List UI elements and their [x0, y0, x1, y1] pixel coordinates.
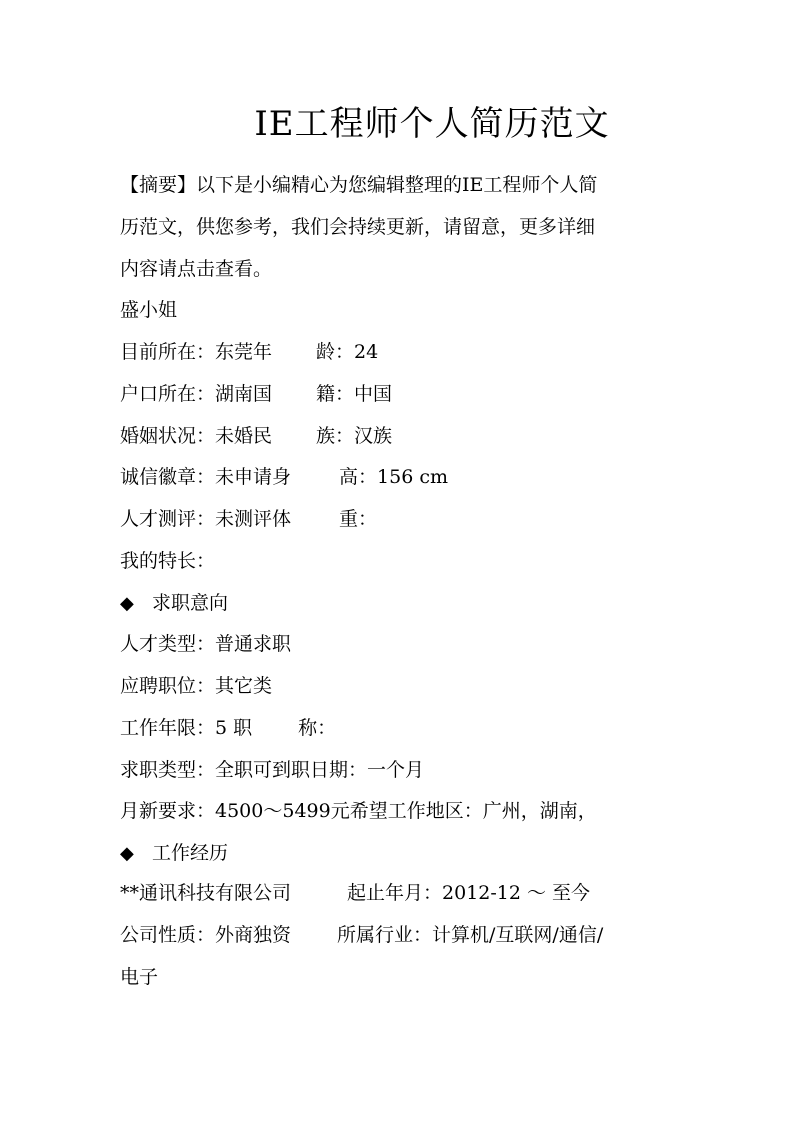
weight-text: 重： [339, 508, 378, 530]
ethnicity-text: 族：汉族 [316, 425, 393, 447]
work-history-heading: 工作经历 [152, 842, 229, 864]
specialty-label: 我的特长： [120, 550, 216, 572]
section-heading-job-intent [120, 590, 228, 617]
summary-line-1: 【摘要】以下是小编精心为您编辑整理的IE工程师个人简 [120, 174, 598, 196]
company-nature-line [120, 922, 603, 948]
profile-row-location [120, 339, 378, 365]
company-line [120, 880, 590, 906]
salary-line: 月新要求：4500～5499元希望工作地区：广州，湖南， [120, 800, 597, 822]
candidate-name: 盛小姐 [120, 299, 178, 321]
industry-text: 所属行业：计算机/互联网/通信/ [337, 924, 604, 946]
age-text: 龄：24 [316, 341, 379, 363]
years-line [120, 715, 336, 741]
diamond-bullet-icon: ◆ [120, 843, 134, 864]
nationality-text: 籍：中国 [316, 383, 393, 405]
industry-continuation: 电子 [120, 966, 159, 988]
profile-row-marital [120, 423, 392, 449]
period-text: 起止年月：2012-12 ～ 至今 [347, 882, 591, 904]
job-type-line: 求职类型：全职可到职日期：一个月 [120, 759, 425, 781]
years-text: 工作年限：5 职 [120, 717, 253, 739]
summary-line-3: 内容请点击查看。 [120, 258, 273, 280]
marital-text: 婚姻状况：未婚民 [120, 425, 273, 447]
profile-row-hukou [120, 381, 392, 407]
company-nature: 公司性质：外商独资 [120, 924, 292, 946]
profile-row-assessment [120, 506, 377, 532]
page-title: IE工程师个人简历范文 [254, 104, 610, 144]
assessment-text: 人才测评：未测评体 [120, 508, 292, 530]
section-heading-work-history [120, 840, 228, 867]
talent-type-line: 人才类型：普通求职 [120, 633, 292, 655]
company-name: **通讯科技有限公司 [120, 882, 292, 904]
profile-row-credit [120, 464, 448, 490]
diamond-bullet-icon: ◆ [120, 593, 134, 614]
position-line: 应聘职位：其它类 [120, 675, 273, 697]
height-text: 高：156 cm [339, 466, 448, 488]
summary-line-2: 历范文，供您参考，我们会持续更新，请留意，更多详细 [120, 216, 596, 238]
job-title-label: 称： [298, 717, 337, 739]
credit-text: 诚信徽章：未申请身 [120, 466, 292, 488]
job-intent-heading: 求职意向 [152, 592, 229, 614]
hukou-text: 户口所在：湖南国 [120, 383, 273, 405]
location-text: 目前所在：东莞年 [120, 341, 273, 363]
